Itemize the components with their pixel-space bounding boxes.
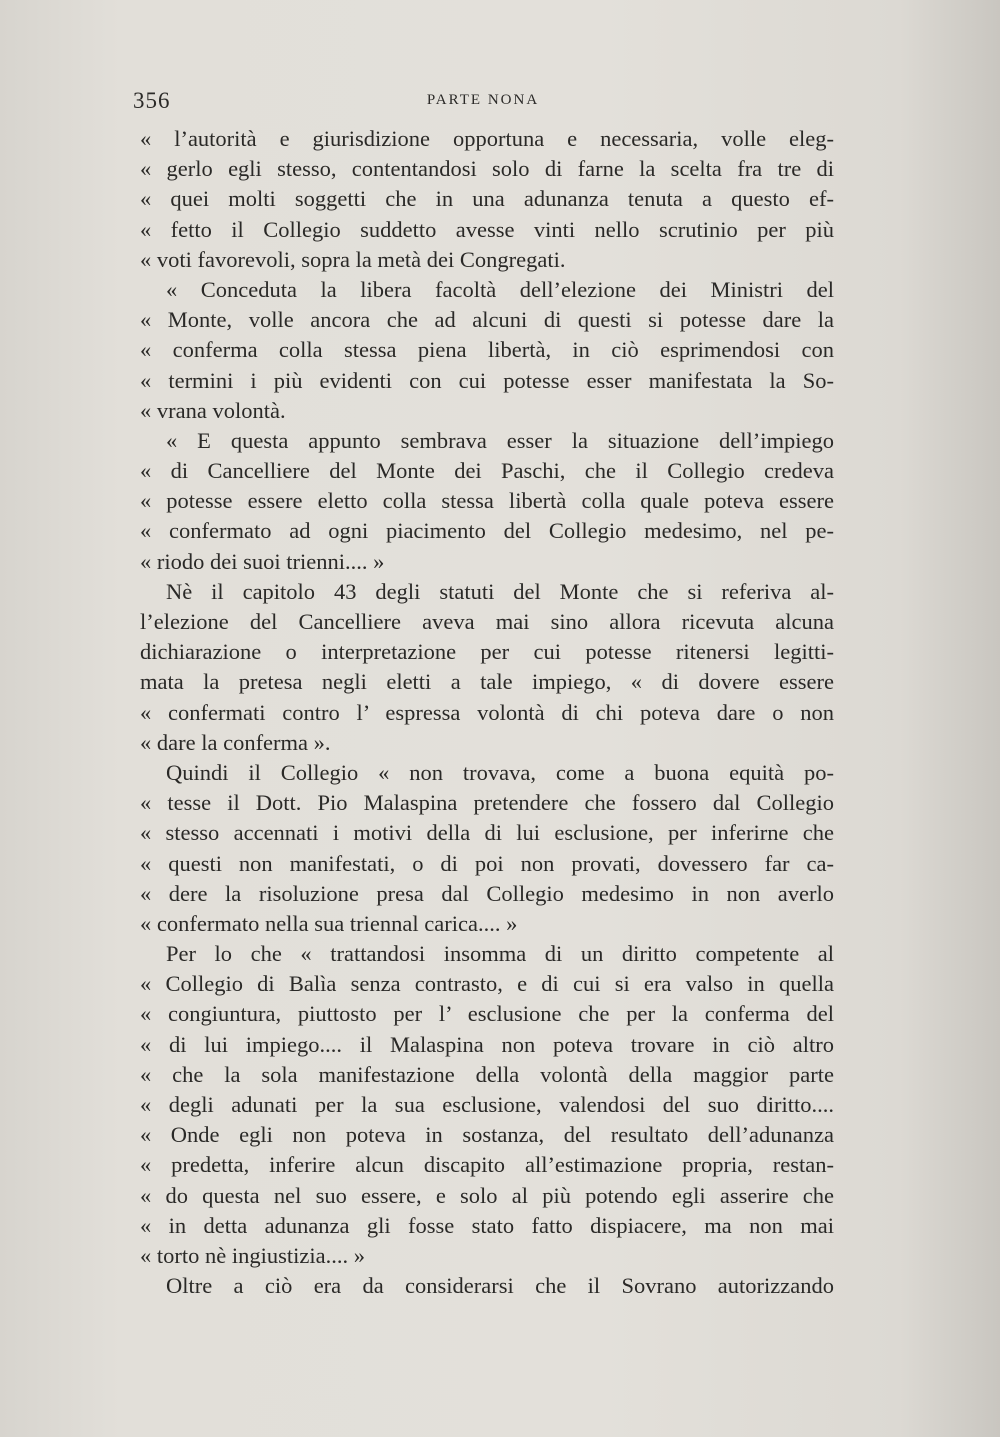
text-line: « stesso accennati i motivi della di lui esclusione, per inferirne che: [140, 820, 834, 846]
text-line: « do questa nel suo essere, e solo al più potendo egli asserire che: [140, 1182, 834, 1208]
text-line: « Onde egli non poteva in sostanza, del resultato dell’adunanza: [140, 1122, 834, 1148]
text-line: « degli adunati per la sua esclusione, valendosi del suo diritto....: [140, 1092, 834, 1117]
body-text: [140, 124, 834, 1301]
text-line: mata la pretesa negli eletti a tale impiego, « di dovere essere: [140, 669, 834, 695]
text-line: « termini i più evidenti con cui potesse esser manifestata la So-: [140, 367, 834, 393]
text-line: l’elezione del Cancelliere aveva mai sino allora ricevuta alcuna: [140, 609, 834, 634]
text-line: « quei molti soggetti che in una adunanza tenuta a questo ef-: [140, 186, 834, 212]
text-line: « voti favorevoli, sopra la metà dei Congregati.: [140, 246, 566, 272]
text-line: « dere la risoluzione presa dal Collegio medesimo in non averlo: [140, 880, 834, 906]
text-line: « tesse il Dott. Pio Malaspina pretendere che fossero dal Collegio: [140, 790, 834, 816]
text-line: « che la sola manifestazione della volontà della maggior parte: [140, 1061, 834, 1087]
running-head: PARTE NONA: [426, 92, 540, 108]
text-line: « conferma colla stessa piena libertà, in ciò esprimendosi con: [140, 337, 834, 363]
text-line: « di Cancelliere del Monte dei Paschi, che il Collegio credeva: [140, 458, 834, 484]
text-line: « dare la conferma ».: [140, 729, 331, 755]
text-line: « E questa appunto sembrava esser la situazione dell’impiego: [166, 427, 834, 453]
text-line: « Collegio di Balìa senza contrasto, e di cui si era valso in quella: [140, 971, 834, 997]
text-line: dichiarazione o interpretazione per cui potesse ritenersi legitti-: [140, 639, 834, 665]
text-line: « l’autorità e giurisdizione opportuna e necessaria, volle eleg-: [140, 126, 834, 151]
text-line: « confermato nella sua triennal carica.... »: [140, 910, 518, 936]
text-line: Nè il capitolo 43 degli statuti del Monte che si referiva al-: [166, 578, 834, 604]
text-line: « Monte, volle ancora che ad alcuni di questi si potesse dare la: [140, 307, 834, 333]
text-line: « fetto il Collegio suddetto avesse vinti nello scrutinio per più: [140, 216, 834, 242]
text-line: « congiuntura, piuttosto per l’ esclusione che per la conferma del: [140, 1001, 834, 1027]
text-line: « Conceduta la libera facoltà dell’elezione dei Ministri del: [166, 276, 834, 302]
text-line: « confermato ad ogni piacimento del Collegio medesimo, nel pe-: [140, 518, 834, 544]
text-line: « torto nè ingiustizia.... »: [140, 1242, 365, 1268]
text-line: « in detta adunanza gli fosse stato fatto dispiacere, ma non mai: [140, 1212, 834, 1238]
text-line: Oltre a ciò era da considerarsi che il Sovrano autorizzando: [166, 1273, 834, 1299]
text-line: « riodo dei suoi trienni.... »: [140, 548, 385, 574]
text-line: Per lo che « trattandosi insomma di un diritto competente al: [166, 941, 834, 967]
text-line: Quindi il Collegio « non trovava, come a buona equità po-: [166, 759, 834, 785]
page-number: 356: [133, 88, 171, 113]
text-line: « potesse essere eletto colla stessa libertà colla quale poteva essere: [140, 488, 834, 514]
page-header: [133, 88, 833, 118]
text-line: « gerlo egli stesso, contentandosi solo di farne la scelta fra tre di: [140, 156, 834, 182]
text-line: « predetta, inferire alcun discapito all’estimazione propria, restan-: [140, 1152, 834, 1178]
text-line: « vrana volontà.: [140, 397, 286, 423]
text-line: « confermati contro l’ espressa volontà di chi poteva dare o non: [140, 699, 834, 725]
text-line: « di lui impiego.... il Malaspina non poteva trovare in ciò altro: [140, 1031, 834, 1057]
text-line: « questi non manifestati, o di poi non provati, dovessero far ca-: [140, 850, 834, 876]
